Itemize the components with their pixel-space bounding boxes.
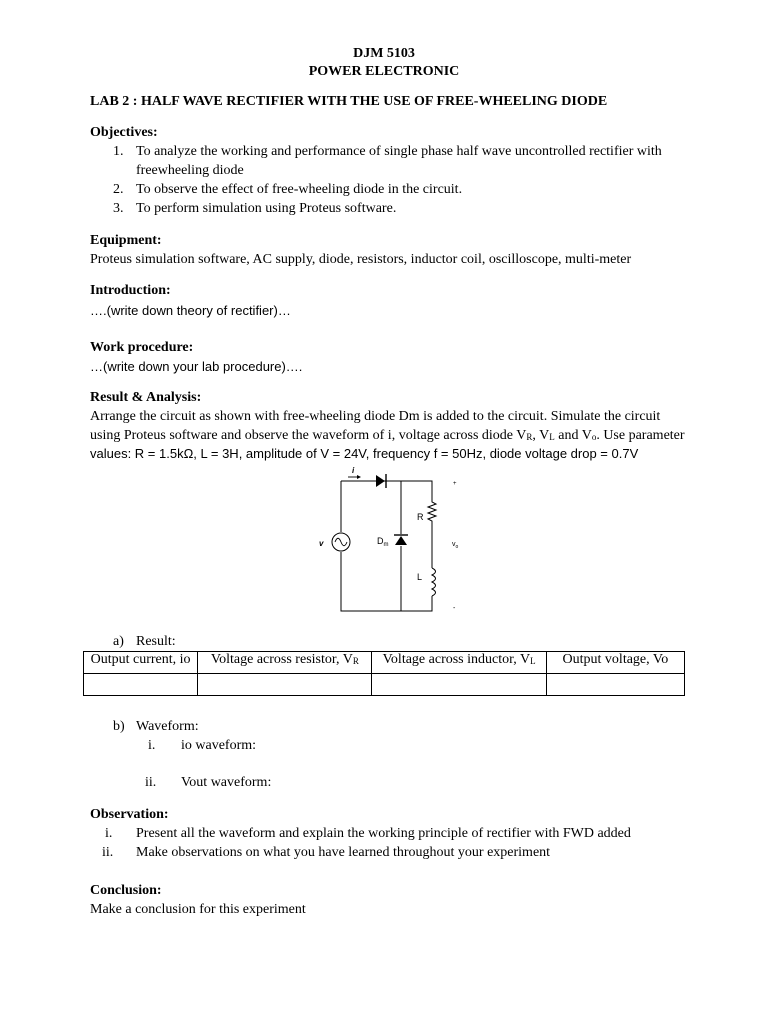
result-analysis-line: Arrange the circuit as shown with free-wheeling diode Dm is added to the circuit. Simulate the circuit [90,409,661,424]
diode-icon [376,474,386,488]
label-r: R [417,512,424,522]
header-voltage-inductor: Voltage across inductor, $V_L$ [372,652,546,674]
circuit-diagram [300,466,470,616]
work-procedure-heading: Work procedure: [90,340,194,355]
observation-item-text: Present all the waveform and explain the working principle of rectifier with FWD added [136,826,631,841]
table-header-row [84,652,685,674]
introduction-heading: Introduction: [90,283,171,298]
resistor-icon [428,499,436,523]
equipment-heading: Equipment: [90,233,162,248]
label-dm: $D_m$ [377,536,389,548]
label-minus: - [453,605,456,612]
objective-text: To analyze the working and performance of single phase half wave uncontrolled rectifier with [136,144,662,159]
objective-number: 3. [113,201,124,216]
cell-output-current[interactable] [84,674,198,696]
label-l: L [417,572,423,582]
result-analysis-line: using Proteus software and observe the waveform of i, voltage across diode $V_R$, $V_L$ and $V_o$. Use parameter [90,428,685,443]
waveform-title: Waveform: [136,719,199,734]
header-voltage-resistor: Voltage across resistor, $V_R$ [198,652,372,674]
cell-output-voltage[interactable] [546,674,684,696]
current-arrow-icon [348,475,361,479]
objective-number: 1. [113,144,124,159]
inductor-icon [432,568,436,596]
header-output-current: Output current, io [84,652,198,674]
observation-heading: Observation: [90,807,169,822]
objective-text: To perform simulation using Proteus software. [136,201,397,216]
objective-number: 2. [113,182,124,197]
label-v: v [319,539,324,548]
work-procedure-text: …(write down your lab procedure)…. [90,359,303,374]
observation-item-text: Make observations on what you have learned throughout your experiment [136,845,551,860]
waveform-item-number: ii. [145,775,157,790]
result-label: a) [113,634,124,649]
waveform-label: b) [113,719,125,734]
conclusion-text: Make a conclusion for this experiment [90,902,306,917]
cell-voltage-resistor[interactable] [198,674,372,696]
course-code: DJM 5103 [353,46,415,61]
waveform-item-text: Vout waveform: [181,775,272,790]
header-output-voltage: Output voltage, Vo [546,652,684,674]
result-title: Result: [136,634,176,649]
course-name: POWER ELECTRONIC [308,64,460,79]
label-i: i [352,466,355,475]
cell-voltage-inductor[interactable] [372,674,546,696]
lab-title: LAB 2 : HALF WAVE RECTIFIER WITH THE USE OF FREE-WHEELING DIODE [90,94,608,109]
table-row [84,674,685,696]
introduction-text: ….(write down theory of rectifier)… [90,303,291,318]
label-vo: $v_o$ [452,541,459,550]
label-plus: + [453,481,457,487]
equipment-text: Proteus simulation software, AC supply, diode, resistors, inductor coil, oscilloscope, multi-meter [90,252,632,267]
objectives-heading: Objectives: [90,125,158,140]
objective-text: To observe the effect of free-wheeling diode in the circuit. [136,182,463,197]
ac-source-icon [332,533,350,551]
observation-item-number: ii. [102,845,114,860]
waveform-item-number: i. [148,738,156,753]
objective-text: freewheeling diode [136,163,244,178]
conclusion-heading: Conclusion: [90,883,162,898]
result-analysis-parameters: values: R = 1.5kΩ, L = 3H, amplitude of V = 24V, frequency f = 50Hz, diode voltage drop = 0.7V [90,446,639,461]
freewheeling-diode-icon [394,535,408,545]
waveform-item-text: io waveform: [181,738,257,753]
observation-item-number: i. [105,826,113,841]
result-table [83,651,685,696]
result-analysis-heading: Result & Analysis: [90,390,202,405]
